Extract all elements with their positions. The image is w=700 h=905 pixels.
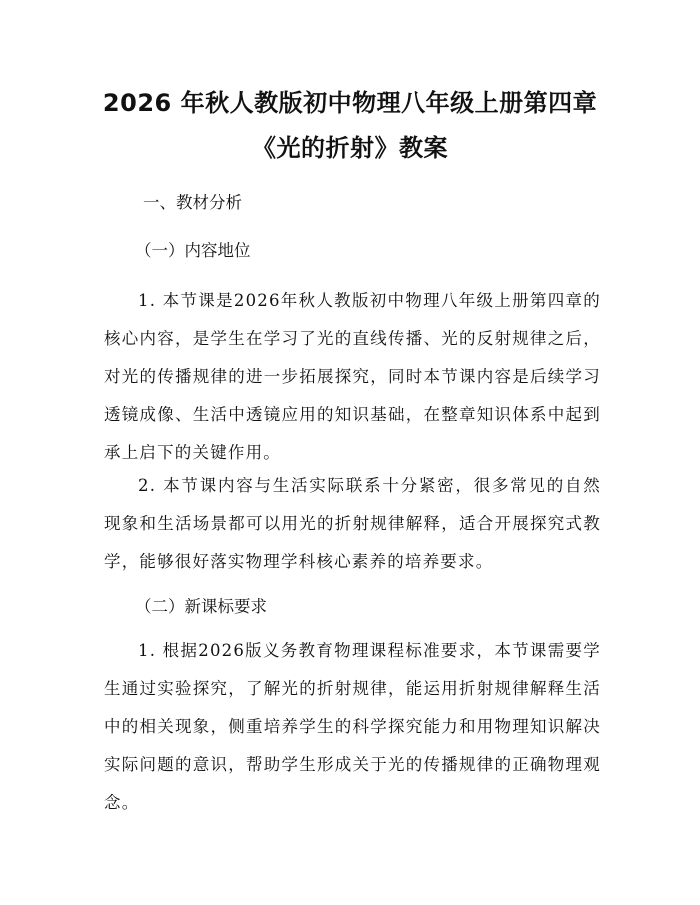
document-title-line1: 2026 年秋人教版初中物理八年级上册第四章 <box>102 89 598 117</box>
subsection-heading-curriculum-requirements: （二）新课标要求 <box>135 597 267 616</box>
paragraph-content-position-1: 1. 本节课是2026年秋人教版初中物理八年级上册第四章的核心内容，是学生在学习了光的直线传播、光的反射规律之后，对光的传播规律的进一步拓展探究，同时本节课内容是后续学习透镜成像、生活中透镜应用的知识基础，在整章知识体系中起到承上启下的关键作用。 <box>104 291 601 462</box>
paragraph-content-position-2: 2. 本节课内容与生活实际联系十分紧密，很多常见的自然现象和生活场景都可以用光的折射规律解释，适合开展探究式教学，能够很好落实物理学科核心素养的培养要求。 <box>104 476 601 571</box>
section-heading-textbook-analysis: 一、教材分析 <box>143 193 242 212</box>
document-title-line2: 《光的折射》教案 <box>252 134 448 162</box>
subsection-heading-content-position: （一）内容地位 <box>135 241 251 260</box>
paragraph-curriculum-requirements-1: 1. 根据2026版义务教育物理课程标准要求，本节课需要学生通过实验探究，了解光的折射规律，能运用折射规律解释生活中的相关现象，侧重培养学生的科学探究能力和用物理知识解决实际问题的意识，帮助学生形成关于光的传播规律的正确物理观念。 <box>104 641 601 812</box>
